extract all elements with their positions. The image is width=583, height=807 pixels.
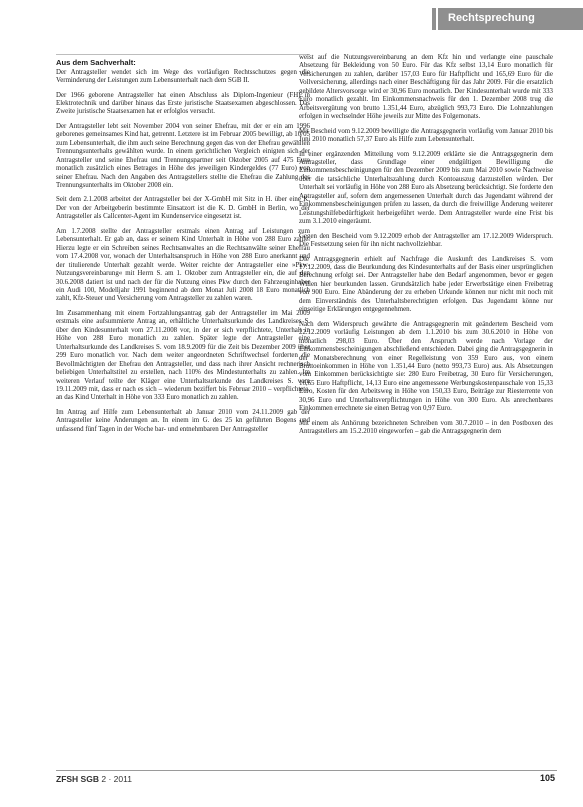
footer-journal [56,774,132,784]
paragraph: Im Zusammenhang mit einem Fortzahlungsantrag gab der Antragsteller im Mai 2009 erstmals eine aufsummierte Antrag an, erhältliche Unterhaltsurkunde des Landkreises S. über den Kindesunterhalt vom 27.11.2008 vor, in der er sich verpflichtete, Unterhalt in Höhe von 288 Euro monatlich zu zahlen. Später legte der Antragsteller eine Unterhaltsurkunde des Landkreises S. vom 18.9.2009 für die Zeit bis Dezember 2009 über 299 Euro monatlich vor. Nach dem weiter angeordneten Schriftwechsel forderten die Bevollmächtigten der Ehefrau den Antragsteller, und dass nach ihrer Ansicht rechnerisch beliebigen Unterhaltstitel zu erstellen, nach 110% des Mindestunterhalts zu zahlen. Im weiteren Verlauf teilte der Kläger eine Unterhaltsurkunde des Landkreises S. vom 19.11.2009 mit, dass er nach es sich – wiederum beziffert bis Februar 2010 – verpflichtete, an das Kind Unterhalt in Höhe von 333 Euro monatlich zu zahlen. [56,309,310,402]
paragraph: Nach dem Widerspruch gewährte die Antragsgegnerin mit geändertem Bescheid vom 22.12.2009 vorläufig Leistungen ab dem 1.1.2010 bis zum 30.6.2010 in Höhe von monatlich 298,03 Euro. Über den Anspruch werde nach Vorlage der Einkommensbescheinigungen abschließend entschieden. Dabei ging die Antragsgegnerin in der Monatsberechnung von einer Regelleistung von 359 Euro aus, von einem Bruttoeinkommen in Höhe von 1.351,44 Euro (netto 993,73 Euro) aus. Als Absetzungen vom Einkommen berücksichtigte sie: 280 Euro Freibetrag, 30 Euro für Versicherungen, 16,65 Euro Haftpflicht, 14,13 Euro eine angemessene Werbungskostenpauschale von 15,33 Euro, Kosten für den Arbeitsweg in Höhe von 150,33 Euro, Beiträge zur Riesterrente von 30,96 Euro und Unterhaltsverpflichtungen in Höhe von 300 Euro. Als anrechenbares Einkommen errechnete sie einen Betrag von 0,97 Euro. [299,320,553,413]
paragraph: Der 1966 geborene Antragsteller hat einen Abschluss als Diplom-Ingenieur (FH) in Elektrotechnik und darüber hinaus das Erste juristische Staatsexamen abgeschlossen. Das Zweite juristische Staatsexamen hat er erfolglos versucht. [56,91,310,116]
paragraph: Der Antragsteller wendet sich im Wege des vorläufigen Rechtsschutzes gegen die Verminderung der Leistungen zum Lebensunterhalt nach dem SGB II. [56,68,310,85]
paragraph: Seit dem 2.1.2008 arbeitet der Antragsteller bei der X-GmbH mit Sitz in H. über eine K. Der von der Arbeitgeberin bestimmte Einsatzort ist die K. D. GmbH in Berlin, wo der Antragsteller als Callcenter-Agent im Kundenservice eingesetzt ist. [56,196,310,221]
paragraph: Im Antrag auf Hilfe zum Lebensunterhalt ab Januar 2010 vom 24.11.2009 gab der Antragsteller keine Änderungen an. In einem im G. des 25 kn geführten Bogens und unfassend fünf Tagen in der Woche bar- und entnehmbaren Der Antragsteller [56,408,310,433]
sachverhalt-heading: Aus dem Sachverhalt: [56,58,136,67]
paragraph: Am 1.7.2008 stellte der Antragsteller erstmals einen Antrag auf Leistungen zum Lebensunterhalt. Er gab an, dass er seinem Kind Unterhalt in Höhe von 288 Euro zahle. Hierzu legte er ein Schreiben seines Rechtsanwaltes an die Rechtsanwälte seiner Ehefrau vom 17.4.2008 vor, wonach der Unterhaltsanspruch in Höhe von 288 Euro anerkannt und der titulierende Unterhalt gezahlt werde. Weiter reichte der Antragsteller eine »Pkw-Nutzungsvereinbarung« mit Herrn S. am 1. Oktober zum Antragsteller ein, die auf den 30.6.2008 datiert ist und nach der für die Nutzung eines Pkw durch den Fahrzeuginhaber ein Audi 100, Modelljahr 1991 beginnend ab dem Monat Juli 2008 18 Euro monatlich zahlt, Kfz-Steuer und Versicherung vom Antragsteller zu zahlen waren. [56,227,310,303]
right-column [299,54,553,443]
paragraph: Mit einem als Anhörung bezeichneten Schreiben vom 30.7.2010 – in den Postboxen des Antragstellers am 15.2.2010 eingeworfen – gab die Antragsgegnerin dem [299,419,553,436]
section-ribbon [438,8,583,30]
paragraph: Der Antragsteller lebt seit November 2004 von seiner Ehefrau, mit der er ein am 1996 geborenes gemeinsames Kind hat, getrennt. Letztere ist im Februar 2005 bewilligt, ab 10/05 zum Lebensunterhalt, die ihm auch seine Berechnung gegen das von der Ehefrau gewählten Trennungsunterhalts gewählten wurde. In einem gerichtlichen Vergleich einigten sich der Antragsteller und seine Ehefrau und Trennungspartner seit Oktober 2005 auf 475 Euro monatlich zusätzlich eines Betrages in Höhe des jeweiligen Kindergeldes (77 Euro) von seiner Ehefrau. Nach den Angaben des Antragstellers stellte die Ehefrau die Zahlung des Trennungsunterhalts im Oktober 2008 ein. [56,122,310,190]
page-number: 105 [539,773,555,783]
section-title: Rechtsprechung [448,12,535,24]
journal-issue: 2 · 2011 [101,774,132,784]
paragraph: weist auf die Nutzungsvereinbarung an dem Kfz hin und verlangte eine pauschale Absetzung für Bekleidung von 50 Euro. Für das Kfz selbst 13,14 Euro monatlich für Versicherungen zu zahlen, darüber 157,03 Euro für Haftpflicht und 165,69 Euro für die Vollversicherung, allerdings nach einer Beschäftigung für das Jahr 2009. Für die ersatzlich gebildete Altersvorsorge wird er 30,96 Euro monatlich. Der Kindesunterhalt wurde mit 333 Euro monatlich gezahlt. Im Einkommensnachweis für den 1. Dezember 2008 trug die Arbeitsvergütung von brutto 1.351,44 Euro, abzüglich 993,73 Euro. Die Lohnzahlungen erfolgen in wechselnder Höhe jeweils zur Mitte des Folgemonats. [299,54,553,121]
paragraph: Mit Bescheid vom 9.12.2009 bewilligte die Antragsgegnerin vorläufig vom Januar 2010 bis Juni 2010 monatlich 57,37 Euro als Hilfe zum Lebensunterhalt. [299,127,553,144]
journal-name: ZFSH SGB [56,774,99,784]
paragraph: In einer ergänzenden Mitteilung vom 9.12.2009 erklärte sie die Antragsgegnerin dem Antragsteller, dass Grundlage einer endgültigen Bewilligung die Einkommensbescheinigungen für den Dezember 2009 bis zum Mai 2010 sowie Nachweise über die tatsächliche Unterhaltszahlung durch Kontoauszug darzustellen würden. Der Unterhalt sei vorläufig in Höhe von 288 Euro als Absetzung berücksichtigt. Sie forderte den Antragsteller auf, sofern dem angemessenen Unterhalt durch das Jugendamt während der Einkommensbescheinigungen prüfen zu lassen, da durch die freiwillige Änderung weiterer Leistungshilfebedürftigkeit herbeigeführt werde. Dem Antragsteller wurde eine Frist bis zum 3.1.2010 eingeräumt. [299,150,553,226]
left-column [56,54,310,440]
header-ribbon-accent [432,8,436,30]
paragraph: Die Antragsgegnerin erhielt auf Nachfrage die Auskunft des Landkreises S. vom 17.12.2009, dass die Beurkundung des Kindesunterhalts auf der Basis einer ursprünglichen Berechnung erfolgt sei. Der Antragsteller habe den Bedarf angenommen, bevor er gegen Willen hier beurkunden lassen. Grundsätzlich habe jeder Erwerbstätige einen Freibetrag von 900 Euro. Eine Abänderung der zu erheben Urkunde können nur nicht mit noch mit dem Einverständnis des Unterhaltsberechtigten erfolgen. Das Jugendamt könne nur einseitige Erklärungen entgegennehmen. [299,255,553,314]
paragraph: Gegen den Bescheid vom 9.12.2009 erhob der Antragsteller am 17.12.2009 Widerspruch. Die Festsetzung seien für ihn nicht nachvollziehbar. [299,232,553,249]
column-rule [56,54,310,55]
footer-rule [56,770,557,771]
